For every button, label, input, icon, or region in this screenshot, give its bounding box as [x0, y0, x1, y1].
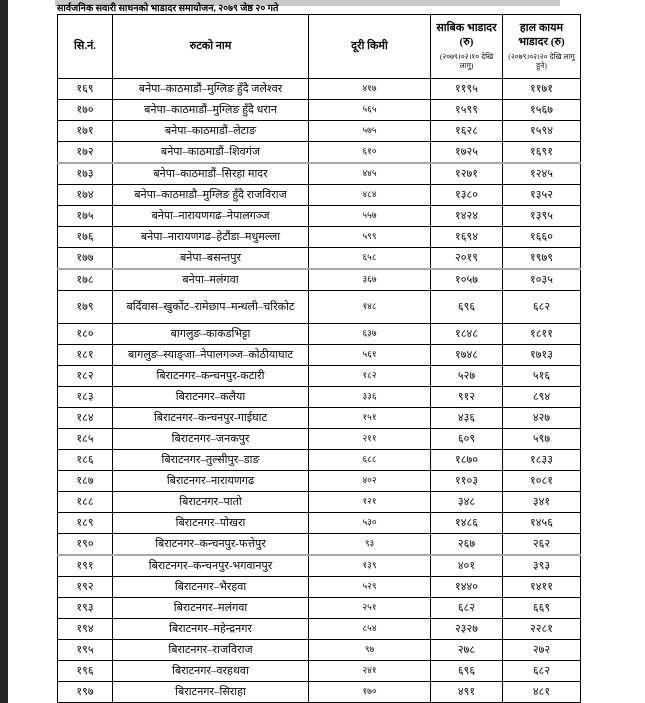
current-fare-cell: २२८१ [503, 619, 581, 640]
current-fare-cell: १६९१ [503, 142, 581, 164]
table-row [58, 598, 581, 619]
table-row [58, 227, 581, 248]
page-title: सार्वजनिक सवारी साधनको भाडादर समायोजन, २०७९ जेष्ठ २० गते [57, 4, 279, 14]
column-header-label: हाल कायम भाडादर (रु) [518, 22, 565, 48]
current-fare-cell: १०३५ [503, 269, 581, 291]
current-fare-cell: ६८२ [503, 661, 581, 682]
fare-rate-table [57, 14, 581, 703]
distance-cell: ४४५ [309, 163, 431, 185]
previous-fare-cell: १८७० [431, 450, 503, 471]
table-row [58, 366, 581, 387]
table-header [58, 15, 581, 79]
previous-fare-cell: ६०९ [431, 429, 503, 450]
route-name-cell: बनेपा–काठमाडौ–मुग्लिङ हुँदै राजविराज [113, 185, 309, 206]
distance-cell: ३३६ [309, 387, 431, 408]
serial-number-cell: १८० [58, 324, 113, 345]
distance-cell: २४१ [309, 661, 431, 682]
table-row [58, 248, 581, 270]
distance-cell: ३६७ [309, 269, 431, 291]
serial-number-cell: १७० [58, 100, 113, 121]
serial-number-cell: १९२ [58, 577, 113, 598]
previous-fare-cell: ३४८ [431, 492, 503, 513]
current-fare-cell: १४५६ [503, 513, 581, 534]
route-name-cell: बनेपा–मलंगवा [113, 269, 309, 291]
serial-number-cell: १७९ [58, 291, 113, 324]
route-name-cell: बिराटनगर–पोखरा [113, 513, 309, 534]
previous-fare-cell: ४९१ [431, 682, 503, 703]
distance-cell: ६५८ [309, 248, 431, 270]
current-fare-cell: २७२ [503, 640, 581, 661]
previous-fare-cell: १६२८ [431, 121, 503, 142]
route-name-cell: बागलुङ–काकडभिट्टा [113, 324, 309, 345]
column-header-effective-date: (२०७९।०२।२० देखि लागु हुने) [508, 51, 575, 71]
route-name-cell: बनेपा–काठमाडौं–मुग्लिङ हुँदै जलेश्वर [113, 79, 309, 100]
previous-fare-cell: १८४८ [431, 324, 503, 345]
distance-cell: ८५४ [309, 619, 431, 640]
table-row [58, 100, 581, 121]
serial-number-cell: १८१ [58, 345, 113, 366]
previous-fare-cell: २६७ [431, 534, 503, 556]
serial-number-cell: १९१ [58, 555, 113, 577]
current-fare-cell: १६६० [503, 227, 581, 248]
distance-cell: ५६५ [309, 100, 431, 121]
distance-cell: ६३७ [309, 324, 431, 345]
current-fare-cell: ६८२ [503, 291, 581, 324]
distance-cell: ९७ [309, 640, 431, 661]
route-name-cell: बिराटनगर–नारायणगढ [113, 471, 309, 492]
distance-cell: ५२९ [309, 577, 431, 598]
current-fare-cell: ५९७ [503, 429, 581, 450]
column-header-label: दूरी किमी [351, 39, 388, 52]
route-name-cell: बिराटनगर–भैरहवा [113, 577, 309, 598]
column-header-route-name [113, 15, 309, 79]
current-fare-cell: १३५२ [503, 185, 581, 206]
distance-cell: ५९९ [309, 227, 431, 248]
previous-fare-cell: २०१९ [431, 248, 503, 270]
fare-table-body [58, 79, 581, 703]
previous-fare-cell: १५९९ [431, 100, 503, 121]
table-row [58, 534, 581, 556]
route-name-cell: बनेपा–काठमाडौं–मुग्लिङ हुँदै धरान [113, 100, 309, 121]
table-row [58, 555, 581, 577]
current-fare-cell: ४२७ [503, 408, 581, 429]
serial-number-cell: १८७ [58, 471, 113, 492]
previous-fare-cell: २३२७ [431, 619, 503, 640]
current-fare-cell: १३९५ [503, 206, 581, 227]
route-name-cell: बनेपा–नारायणगढ–नेपालगञ्ज [113, 206, 309, 227]
current-fare-cell: ५१६ [503, 366, 581, 387]
previous-fare-cell: १४८६ [431, 513, 503, 534]
route-name-cell: बिराटनगर–जनकपुर [113, 429, 309, 450]
table-row [58, 206, 581, 227]
serial-number-cell: १८५ [58, 429, 113, 450]
distance-cell: २५१ [309, 598, 431, 619]
column-header-effective-date: (२०७९।०२।१० देखि लागु) [439, 51, 494, 71]
route-name-cell: बिराटनगर–कन्चनपुर-गाईघाट [113, 408, 309, 429]
serial-number-cell: १८९ [58, 513, 113, 534]
previous-fare-cell: ११०३ [431, 471, 503, 492]
current-fare-cell: ३९३ [503, 555, 581, 577]
previous-fare-cell: ६९६ [431, 291, 503, 324]
previous-fare-cell: १७२५ [431, 142, 503, 164]
current-fare-cell: १४११ [503, 577, 581, 598]
route-name-cell: बिराटनगर–पातो [113, 492, 309, 513]
table-row [58, 291, 581, 324]
current-fare-cell: १८११ [503, 324, 581, 345]
current-fare-cell: २६२ [503, 534, 581, 556]
serial-number-cell: १७८ [58, 269, 113, 291]
column-header-serial-number [58, 15, 113, 79]
table-row [58, 661, 581, 682]
distance-cell: १४८ [309, 291, 431, 324]
current-fare-cell: ८९४ [503, 387, 581, 408]
serial-number-cell: १९६ [58, 661, 113, 682]
column-header-label: रुटको नाम [189, 39, 232, 52]
distance-cell: ४८४ [309, 185, 431, 206]
serial-number-cell: १९७ [58, 682, 113, 703]
distance-cell: १२१ [309, 492, 431, 513]
table-row [58, 619, 581, 640]
route-name-cell: बिराटनगर–कन्चनपुर-कटारी [113, 366, 309, 387]
table-row [58, 142, 581, 164]
table-row [58, 185, 581, 206]
table-row [58, 324, 581, 345]
column-header-current-fare [503, 15, 581, 79]
table-row [58, 682, 581, 703]
current-fare-cell: १५६७ [503, 100, 581, 121]
table-row [58, 79, 581, 100]
table-row [58, 471, 581, 492]
route-name-cell: बनेपा–काठमाडौं–सिरहा मादर [113, 163, 309, 185]
table-row [58, 408, 581, 429]
route-name-cell: बिराटनगर–कलैया [113, 387, 309, 408]
distance-cell: २११ [309, 429, 431, 450]
distance-cell: ६१० [309, 142, 431, 164]
table-row [58, 640, 581, 661]
route-name-cell: बिराटनगर–कन्चनपुर-भगवानपुर [113, 555, 309, 577]
table-row [58, 492, 581, 513]
serial-number-cell: १७६ [58, 227, 113, 248]
page-edge-strip [0, 0, 8, 703]
distance-cell: ४०२ [309, 471, 431, 492]
route-name-cell: बनेपा–काठमाडौं–शिवगंज [113, 142, 309, 164]
serial-number-cell: १७२ [58, 142, 113, 164]
distance-cell: ५६१ [309, 345, 431, 366]
current-fare-cell: १९७९ [503, 248, 581, 270]
distance-cell: १३९ [309, 555, 431, 577]
distance-cell: १८२ [309, 366, 431, 387]
table-row [58, 513, 581, 534]
serial-number-cell: १९३ [58, 598, 113, 619]
distance-cell: ५५७ [309, 206, 431, 227]
column-header-label: सि.नं. [74, 39, 96, 52]
column-header-label: साबिक भाडादर (रु) [436, 22, 497, 48]
serial-number-cell: १९४ [58, 619, 113, 640]
route-name-cell: बिराटनगर–महेन्द्रनगर [113, 619, 309, 640]
table-row [58, 163, 581, 185]
table-row [58, 121, 581, 142]
route-name-cell: बनेपा–नारायणगढ–हेटौंडा–मधुमल्ला [113, 227, 309, 248]
previous-fare-cell: १६९४ [431, 227, 503, 248]
distance-cell: १७० [309, 682, 431, 703]
route-name-cell: बिराटनगर–सिराहा [113, 682, 309, 703]
serial-number-cell: १६९ [58, 79, 113, 100]
previous-fare-cell: १३८० [431, 185, 503, 206]
distance-cell: ५७५ [309, 121, 431, 142]
distance-cell: ४१७ [309, 79, 431, 100]
distance-cell: ९३ [309, 534, 431, 556]
serial-number-cell: १७१ [58, 121, 113, 142]
previous-fare-cell: ६९६ [431, 661, 503, 682]
current-fare-cell: १५९४ [503, 121, 581, 142]
previous-fare-cell: १४२४ [431, 206, 503, 227]
current-fare-cell: ३४१ [503, 492, 581, 513]
distance-cell: ६८८ [309, 450, 431, 471]
distance-cell: ५३० [309, 513, 431, 534]
serial-number-cell: १७३ [58, 163, 113, 185]
route-name-cell: बिराटनगर–राजविराज [113, 640, 309, 661]
serial-number-cell: १८८ [58, 492, 113, 513]
serial-number-cell: १८२ [58, 366, 113, 387]
previous-fare-cell: ९१२ [431, 387, 503, 408]
route-name-cell: बिराटनगर–मलंगवा [113, 598, 309, 619]
previous-fare-cell: ६८२ [431, 598, 503, 619]
route-name-cell: बागलुङ–स्याङ्जा–नेपालगञ्ज–कोठीयाघाट [113, 345, 309, 366]
table-row [58, 387, 581, 408]
route-name-cell: बनेपा–काठमाडौं–लेटाङ [113, 121, 309, 142]
table-row [58, 429, 581, 450]
serial-number-cell: १७७ [58, 248, 113, 270]
previous-fare-cell: १४४० [431, 577, 503, 598]
serial-number-cell: १७४ [58, 185, 113, 206]
table-row [58, 577, 581, 598]
column-header-distance-km [309, 15, 431, 79]
serial-number-cell: १७५ [58, 206, 113, 227]
current-fare-cell: १८३३ [503, 450, 581, 471]
table-row [58, 269, 581, 291]
serial-number-cell: १८६ [58, 450, 113, 471]
column-header-previous-fare [431, 15, 503, 79]
current-fare-cell: ४८१ [503, 682, 581, 703]
current-fare-cell: ६६९ [503, 598, 581, 619]
previous-fare-cell: ५२७ [431, 366, 503, 387]
route-name-cell: बिराटनगर–वरहथवा [113, 661, 309, 682]
previous-fare-cell: २७८ [431, 640, 503, 661]
serial-number-cell: १८३ [58, 387, 113, 408]
previous-fare-cell: ४०१ [431, 555, 503, 577]
previous-fare-cell: १०५७ [431, 269, 503, 291]
serial-number-cell: १९० [58, 534, 113, 556]
distance-cell: १५१ [309, 408, 431, 429]
serial-number-cell: १९५ [58, 640, 113, 661]
route-name-cell: बिराटनगर–तुल्सीपुर–डाङ [113, 450, 309, 471]
current-fare-cell: १०८१ [503, 471, 581, 492]
table-row [58, 345, 581, 366]
current-fare-cell: १२४५ [503, 163, 581, 185]
previous-fare-cell: ११९५ [431, 79, 503, 100]
previous-fare-cell: १२७१ [431, 163, 503, 185]
table-row [58, 450, 581, 471]
serial-number-cell: १८४ [58, 408, 113, 429]
current-fare-cell: ११७१ [503, 79, 581, 100]
route-name-cell: बर्दिवास–खुर्कोट–रामेछाप–मन्थली–चरिकोट [113, 291, 309, 324]
route-name-cell: बिराटनगर–कन्चनपुर-फत्तेपुर [113, 534, 309, 556]
header-row [58, 15, 581, 79]
previous-fare-cell: ४३६ [431, 408, 503, 429]
previous-fare-cell: १७४८ [431, 345, 503, 366]
current-fare-cell: १७१३ [503, 345, 581, 366]
route-name-cell: बनेपा–बसन्तपुर [113, 248, 309, 270]
